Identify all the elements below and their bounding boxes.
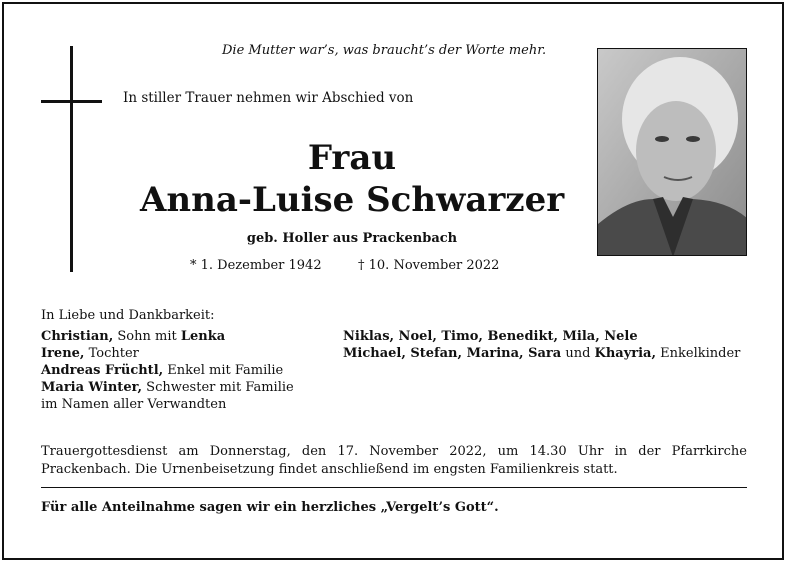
mourners-left [41, 328, 294, 413]
birth-date: * 1. Dezember 1942 [190, 258, 322, 273]
closing-thanks: Für alle Anteilnahme sagen wir ein herzliches „Vergelt’s Gott“. [41, 500, 499, 515]
thanks-intro: In Liebe und Dankbarkeit: [41, 308, 215, 323]
mourner-line: im Namen aller Verwandten [41, 397, 227, 412]
mourner-line: Michael, Stefan, Marina, Sara und Khayria, Enkelkinder [343, 346, 741, 361]
motto-text: Die Mutter war’s, was braucht’s der Worte mehr. [222, 43, 547, 58]
cross-icon-bar [41, 100, 102, 103]
death-date: † 10. November 2022 [358, 258, 500, 273]
mourner-line: Niklas, Noel, Timo, Benedikt, Mila, Nele [343, 329, 638, 344]
mourner-line: Maria Winter, Schwester mit Familie [41, 380, 294, 395]
portrait-photo [597, 48, 747, 256]
mourners-right [343, 328, 740, 362]
divider [41, 487, 747, 488]
born-info: geb. Holler aus Prackenbach [246, 231, 458, 246]
mourner-line: Christian, Sohn mit Lenka [41, 329, 226, 344]
salutation: Frau [307, 138, 397, 178]
mourner-line: Andreas Früchtl, Enkel mit Familie [41, 363, 284, 378]
deceased-name: Anna-Luise Schwarzer [140, 180, 565, 220]
intro-text: In stiller Trauer nehmen wir Abschied von [123, 90, 414, 106]
mourner-line: Irene, Tochter [41, 346, 139, 361]
service-announcement: Trauergottesdienst am Donnerstag, den 17. November 2022, um 14.30 Uhr in der Pfarrkirche Prackenbach. Die Urnenbeisetzung findet anschließend im engsten Familienkreis statt. [41, 444, 747, 477]
cross-icon [70, 46, 73, 272]
